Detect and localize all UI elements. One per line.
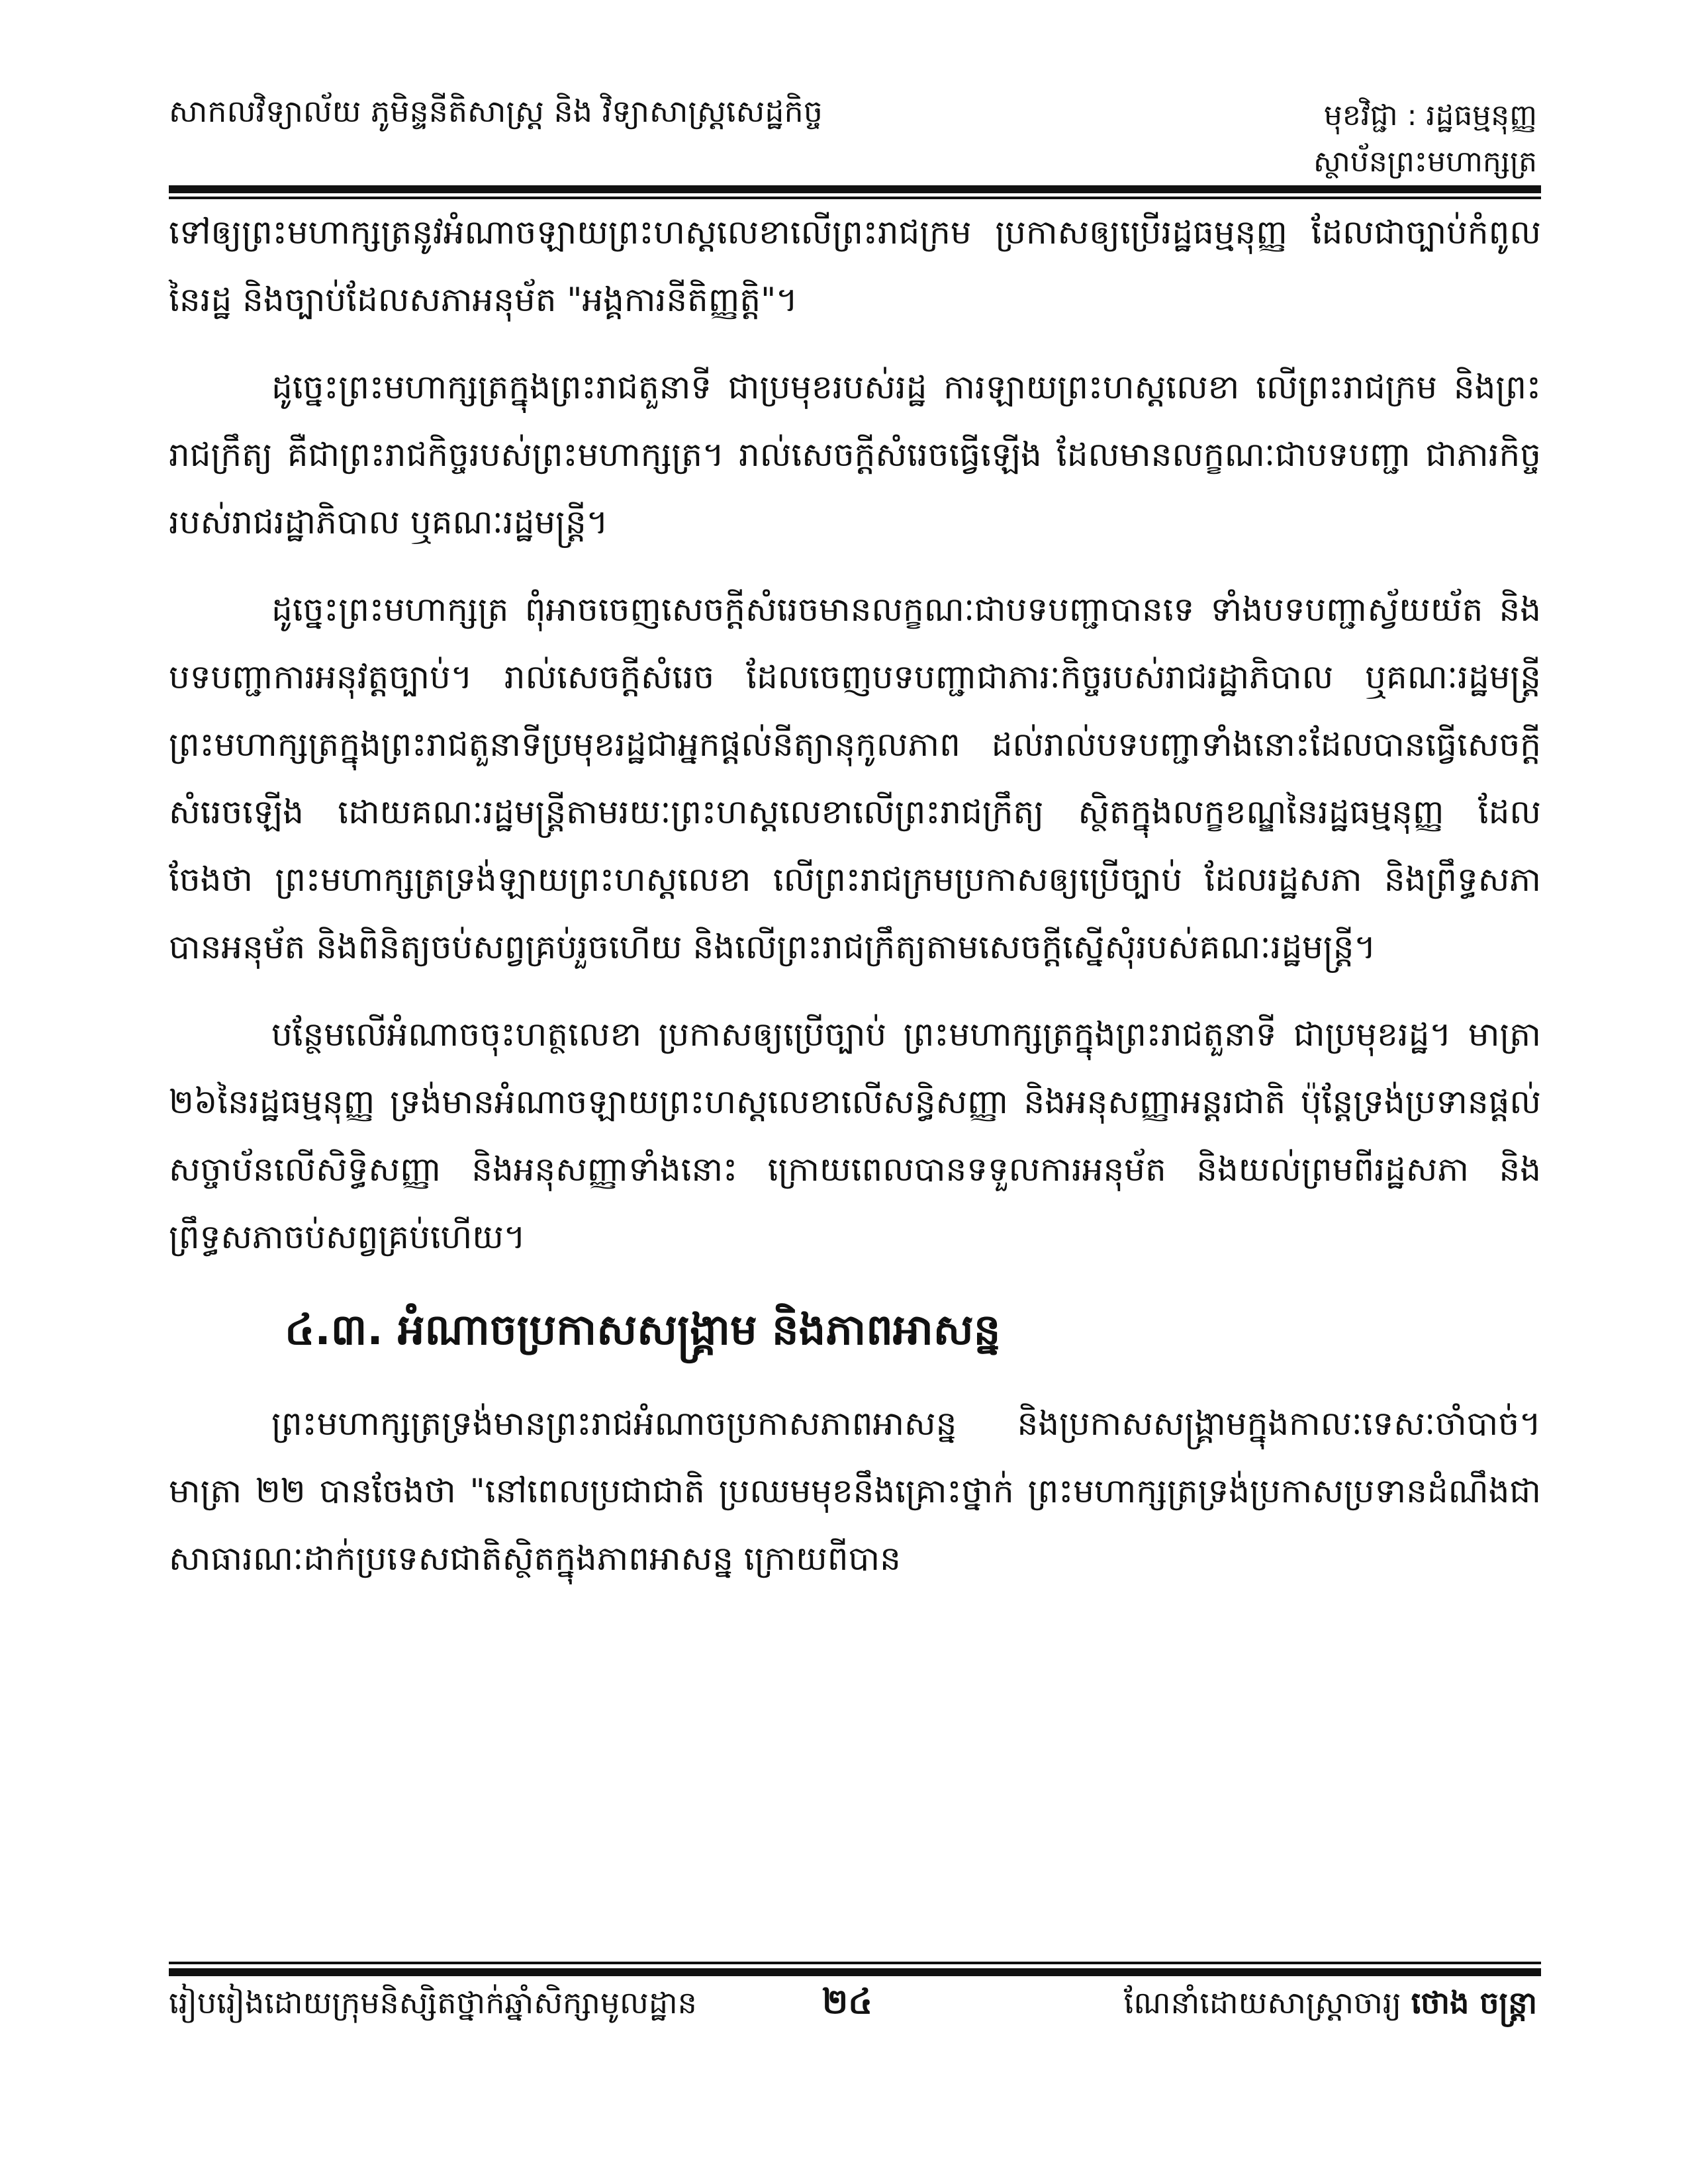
footer-page-number: ២៤ [821, 1982, 873, 2022]
page-body [169, 199, 1541, 1612]
footer-rule-thin [169, 1962, 1541, 1964]
footer-guided-by [1124, 1984, 1537, 2028]
body-paragraph-1: ទៅឲ្យព្រះមហាក្សត្រនូវអំណាចឡាយព្រះហស្តលេខាលើព្រះរាជក្រម ប្រកាសឲ្យប្រើរដ្ឋធម្មនុញ្ញ ដែលជាច្បាប់កំពូលនៃរដ្ឋ និងច្បាប់ដែលសភាអនុម័ត "អង្គការនីតិញ្ញត្តិ"។ [169, 213, 1541, 319]
body-paragraph-2: ដូច្នេះព្រះមហាក្សត្រក្នុងព្រះរាជតួនាទី ជាប្រមុខរបស់រដ្ឋ ការឡាយព្រះហស្តលេខា លើព្រះរាជក្រម និងព្រះរាជក្រឹត្យ គឺជាព្រះរាជកិច្ចរបស់ព្រះមហាក្សត្រ។ រាល់សេចក្តីសំរេចធ្វើឡើង ដែលមានលក្ខណៈជាបទបញ្ជា ជាភារកិច្ចរបស់រាជរដ្ឋាភិបាល ឬគណៈរដ្ឋមន្ត្រី។ [169, 368, 1541, 541]
footer-guided-by-prefix: ណែនាំដោយសាស្ត្រាចារ្យ [1123, 1985, 1411, 2021]
section-paragraph: ព្រះមហាក្សត្រទ្រង់មានព្រះរាជអំណាចប្រកាសភាពអាសន្ន និងប្រកាសសង្គ្រាមក្នុងកាលៈទេសៈចាំបាច់។ មាត្រា ២២ បានចែងថា "នៅពេលប្រជាជាតិ ប្រឈមមុខនឹងគ្រោះថ្នាក់ ព្រះមហាក្សត្រទ្រង់ប្រកាសប្រទានដំណឹងជាសាធារណៈដាក់ប្រទេសជាតិស្ថិតក្នុងភាពអាសន្ន ក្រោយពីបាន [169, 1404, 1541, 1578]
body-paragraph-4: បន្ថែមលើអំណាចចុះហត្ថលេខា ប្រកាសឲ្យប្រើច្បាប់ ព្រះមហាក្សត្រក្នុងព្រះរាជតួនាទី ជាប្រមុខរដ្ឋ។ មាត្រា ២៦នៃរដ្ឋធម្មនុញ្ញ ទ្រង់មានអំណាចឡាយព្រះហស្តលេខាលើសន្ធិសញ្ញា និងអនុសញ្ញាអន្តរជាតិ ប៉ុន្តែទ្រង់ប្រទានផ្តល់សច្ចាប័នលើសិទ្ធិសញ្ញា និងអនុសញ្ញាទាំងនោះ ក្រោយពេលបានទទួលការអនុម័ត និងយល់ព្រមពីរដ្ឋសភា និងព្រឹទ្ធសភាចប់សព្វគ្រប់ហើយ។ [169, 1015, 1541, 1256]
footer-author-name: ថោង ចន្ត្រា [1411, 1985, 1537, 2021]
header-university: សាកលវិទ្យាល័យ ភូមិន្ទនីតិសាស្ត្រ និង វិទ្យាសាស្ត្រសេដ្ឋកិច្ច [169, 93, 823, 129]
header-subject-block [1313, 93, 1537, 185]
header-chapter: ស្ថាប័នព្រះមហាក្សត្រ [1313, 145, 1537, 179]
body-paragraph-3: ដូច្នេះព្រះមហាក្សត្រ ពុំអាចចេញសេចក្តីសំរេចមានលក្ខណៈជាបទបញ្ជាបានទេ ទាំងបទបញ្ជាស្វ័យយ័ត និងបទបញ្ជាការអនុវត្តច្បាប់។ រាល់សេចក្តីសំរេច ដែលចេញបទបញ្ជាជាភារៈកិច្ចរបស់រាជរដ្ឋាភិបាល ឬគណៈរដ្ឋមន្ត្រី ព្រះមហាក្សត្រក្នុងព្រះរាជតួនាទីប្រមុខរដ្ឋជាអ្នកផ្តល់នីត្យានុកូលភាព ដល់រាល់បទបញ្ជាទាំងនោះដែលបានធ្វើសេចក្តីសំរេចឡើង ដោយគណៈរដ្ឋមន្ត្រីតាមរយៈព្រះហស្តលេខាលើព្រះរាជក្រឹត្យ ស្ថិតក្នុងលក្ខខណ្ឌនៃរដ្ឋធម្មនុញ្ញ ដែលចែងថា ព្រះមហាក្សត្រទ្រង់ឡាយព្រះហស្តលេខា លើព្រះរាជក្រមប្រកាសឲ្យប្រើច្បាប់ ដែលរដ្ឋសភា និងព្រឹទ្ធសភាបានអនុម័ត និងពិនិត្យចប់សព្វគ្រប់រួចហើយ និងលើព្រះរាជក្រឹត្យតាមសេចក្តីស្នើសុំរបស់គណៈរដ្ឋមន្ត្រី។ [169, 590, 1541, 966]
footer-rule-thick [169, 1968, 1541, 1976]
header-subject: មុខវិជ្ជា : រដ្ឋធម្មនុញ្ញ [1323, 99, 1537, 132]
section-heading: ៤.៣. អំណាចប្រកាសសង្គ្រាម និងភាពអាសន្ន [285, 1306, 1001, 1355]
footer-compiled-by: រៀបរៀងដោយក្រុមនិស្សិតថ្នាក់ឆ្នាំសិក្សាមូលដ្ឋាន [169, 1985, 697, 2021]
header-rule-thick [169, 185, 1541, 193]
